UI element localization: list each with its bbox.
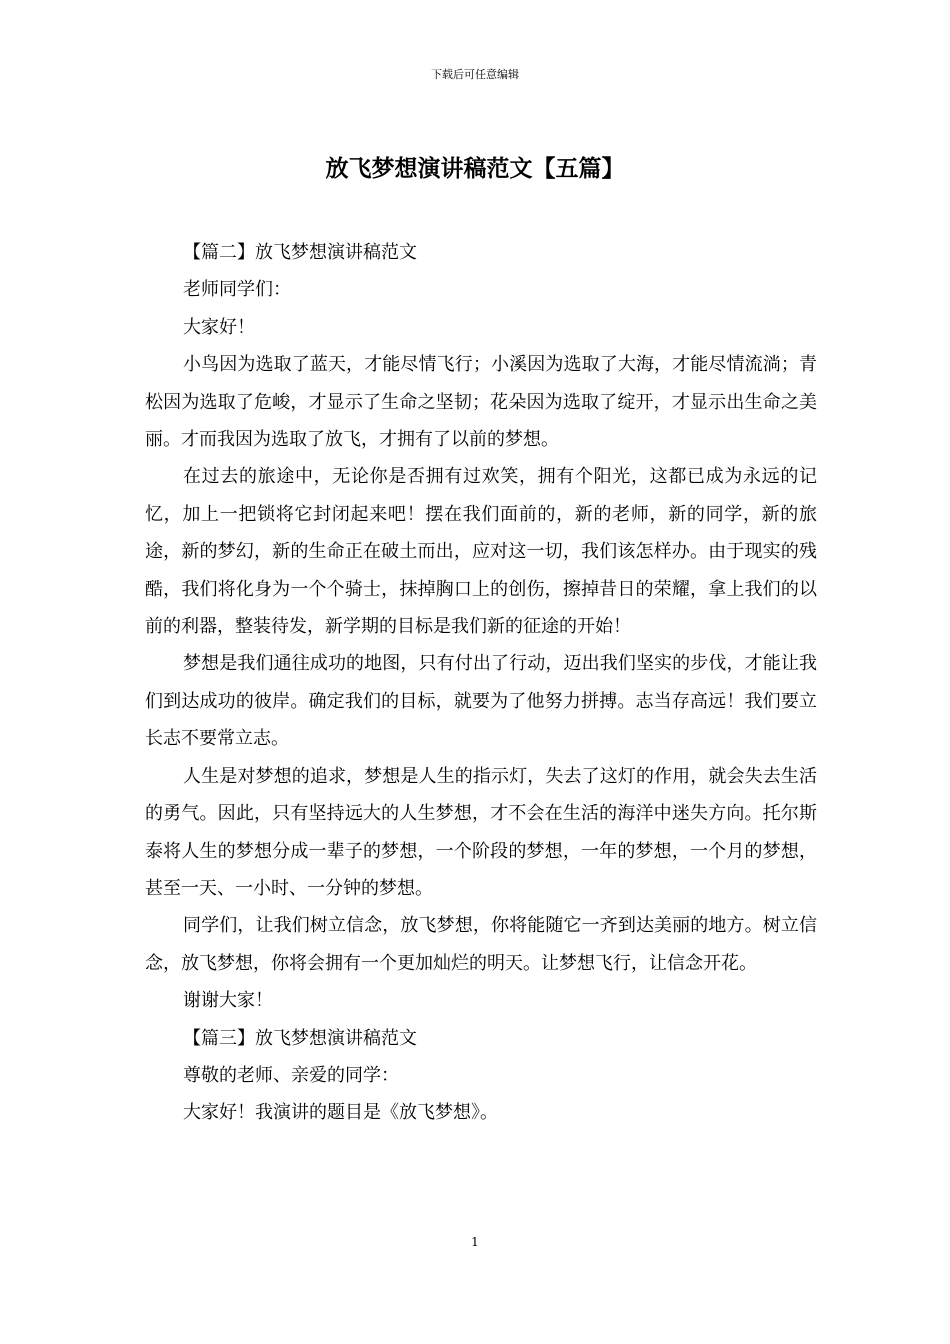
- page-number: 1: [471, 1235, 479, 1249]
- body-paragraph: 在过去的旅途中，无论你是否拥有过欢笑，拥有个阳光，这都已成为永远的记忆，加上一把锁将它封闭起来吧！摆在我们面前的，新的老师，新的同学，新的旅途，新的梦幻，新的生命正在破土而出，应对这一切，我们该怎样办。由于现实的残酷，我们将化身为一个个骑士，抹掉胸口上的创伤，擦掉昔日的荣耀，拿上我们的以前的利器，整装待发，新学期的目标是我们新的征途的开始！: [145, 466, 817, 638]
- body-paragraph: 同学们，让我们树立信念，放飞梦想，你将能随它一齐到达美丽的地方。树立信念，放飞梦想，你将会拥有一个更加灿烂的明天。让梦想飞行，让信念开花。: [145, 915, 817, 974]
- body-paragraph: 小鸟因为选取了蓝天，才能尽情飞行；小溪因为选取了大海，才能尽情流淌；青松因为选取了危峻，才显示了生命之坚韧；花朵因为选取了绽开，才显示出生命之美丽。才而我因为选取了放飞，才拥有了以前的梦想。: [145, 354, 817, 451]
- salutation: 老师同学们：: [183, 279, 291, 301]
- closing: 谢谢大家！: [183, 990, 273, 1012]
- document-body: [145, 234, 817, 1132]
- body-paragraph: 人生是对梦想的追求，梦想是人生的指示灯，失去了这灯的作用，就会失去生活的勇气。因此，只有坚持远大的人生梦想，才不会在生活的海洋中迷失方向。托尔斯泰将人生的梦想分成一辈子的梦想，一个阶段的梦想，一年的梦想，一个月的梦想，甚至一天、一小时、一分钟的梦想。: [145, 765, 817, 899]
- body-paragraph: 梦想是我们通往成功的地图，只有付出了行动，迈出我们坚实的步伐，才能让我们到达成功的彼岸。确定我们的目标，就要为了他努力拼搏。志当存高远！我们要立长志不要常立志。: [145, 653, 817, 750]
- greeting: 大家好！我演讲的题目是《放飞梦想》。: [183, 1102, 498, 1124]
- document-title: 放飞梦想演讲稿范文【五篇】: [325, 155, 625, 182]
- salutation: 尊敬的老师、亲爱的同学：: [183, 1064, 399, 1086]
- greeting: 大家好！: [183, 316, 255, 338]
- section-heading-2: 【篇二】放飞梦想演讲稿范文: [183, 242, 417, 263]
- section-heading-3: 【篇三】放飞梦想演讲稿范文: [183, 1027, 417, 1049]
- header-note: 下载后可任意编辑: [431, 68, 519, 81]
